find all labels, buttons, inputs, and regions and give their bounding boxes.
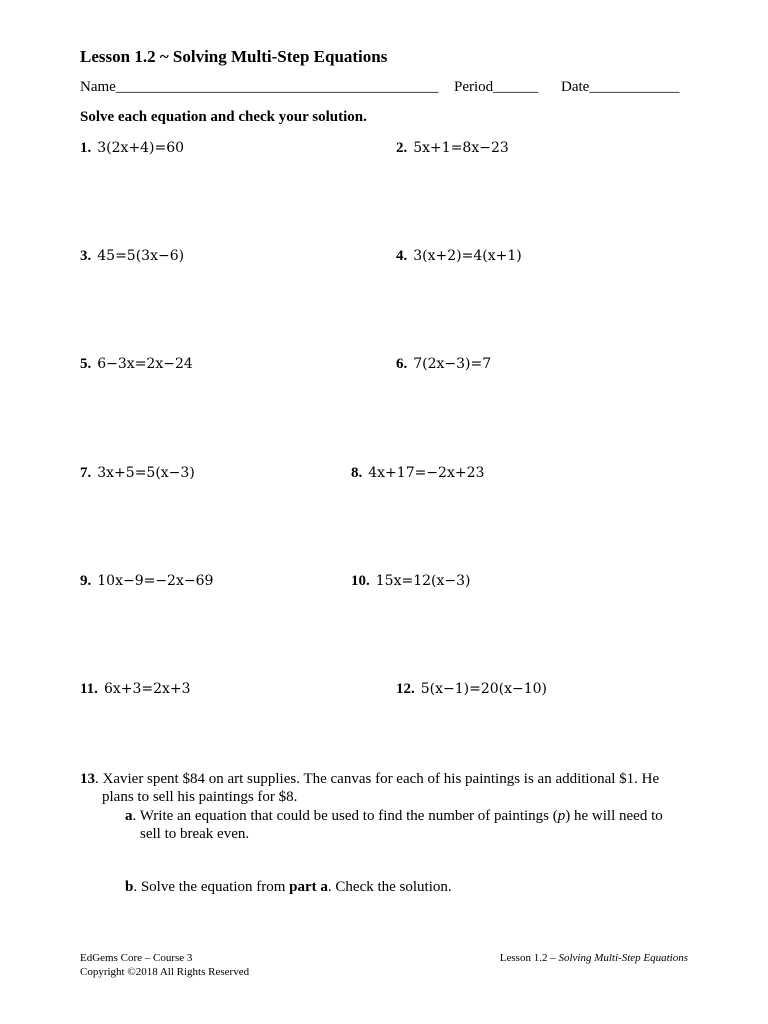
name-field[interactable]: Name___________________________________________ [80, 79, 439, 95]
problem-number: 11. [80, 681, 98, 697]
problem-number: 12. [396, 681, 415, 697]
problem-10 [351, 573, 470, 590]
problem-number: 1. [80, 140, 92, 156]
problem-number: 10. [351, 573, 370, 589]
part-a-text-end: ) he will need to [565, 808, 663, 824]
problem-equation: 6x+3=2x+3 [103, 681, 191, 697]
problem-equation: 5(x−1)=20(x−10) [420, 681, 548, 697]
instructions: Solve each equation and check your solution. [80, 109, 367, 125]
problem-equation: 10x−9=−2x−69 [97, 573, 214, 589]
problem-number: 13 [80, 771, 95, 787]
problem-11 [80, 681, 191, 698]
part-a [125, 807, 685, 843]
problem-9 [80, 573, 213, 590]
problem-6 [396, 356, 491, 373]
problem-5 [80, 356, 193, 373]
part-a-text: . Write an equation that could be used to find the number of paintings ( [132, 808, 558, 824]
problem-number: 3. [80, 248, 92, 264]
problem-4 [396, 248, 522, 265]
date-field[interactable]: Date____________ [561, 79, 680, 95]
footer-copyright: Copyright ©2018 All Rights Reserved [80, 966, 250, 978]
problem-number: 7. [80, 465, 92, 481]
problem-number: 6. [396, 356, 408, 372]
page-title: Lesson 1.2 ~ Solving Multi-Step Equations [80, 47, 388, 66]
variable-p: p [557, 808, 566, 824]
part-b-text: . Solve the equation from [133, 879, 290, 895]
problem-equation: 45=5(3x−6) [97, 248, 185, 264]
problem-number: 9. [80, 573, 92, 589]
word-problem-13 [80, 770, 680, 806]
part-b-reference: part a [289, 879, 328, 895]
part-a-text-continued: sell to break even. [140, 826, 250, 842]
footer-right [500, 951, 688, 965]
footer-left [80, 951, 249, 979]
problem-equation: 7(2x−3)=7 [413, 356, 492, 372]
problem-number: 4. [396, 248, 408, 264]
problem-equation: 3x+5=5(x−3) [97, 465, 195, 481]
problem-number: 2. [396, 140, 408, 156]
part-b-label: b [125, 879, 134, 895]
part-a-label: a [125, 808, 133, 824]
problem-equation: 5x+1=8x−23 [413, 140, 509, 156]
problem-equation: 3(x+2)=4(x+1) [413, 248, 522, 264]
part-b-text-end: . Check the solution. [327, 879, 452, 895]
problem-equation: 15x=12(x−3) [375, 573, 471, 589]
problem-number: 5. [80, 356, 92, 372]
footer-course: EdGems Core – Course 3 [80, 952, 193, 964]
problem-8 [351, 465, 484, 482]
problem-3 [80, 248, 184, 265]
problem-7 [80, 465, 195, 482]
problem-number: 8. [351, 465, 363, 481]
problem-1 [80, 140, 184, 157]
problem-text: . Xavier spent $84 on art supplies. The canvas for each of his paintings is an additional $1. He [95, 771, 660, 787]
problem-12 [396, 681, 547, 698]
part-b [125, 878, 685, 896]
problem-equation: 6−3x=2x−24 [97, 356, 193, 372]
problem-equation: 4x+17=−2x+23 [368, 465, 485, 481]
problem-equation: 3(2x+4)=60 [97, 140, 185, 156]
problem-2 [396, 140, 509, 157]
footer-lesson: Lesson 1.2 – [499, 952, 559, 964]
problem-text-continued: plans to sell his paintings for $8. [102, 789, 298, 805]
footer-lesson-title: Solving Multi-Step Equations [558, 952, 688, 964]
period-field[interactable]: Period______ [454, 79, 539, 95]
